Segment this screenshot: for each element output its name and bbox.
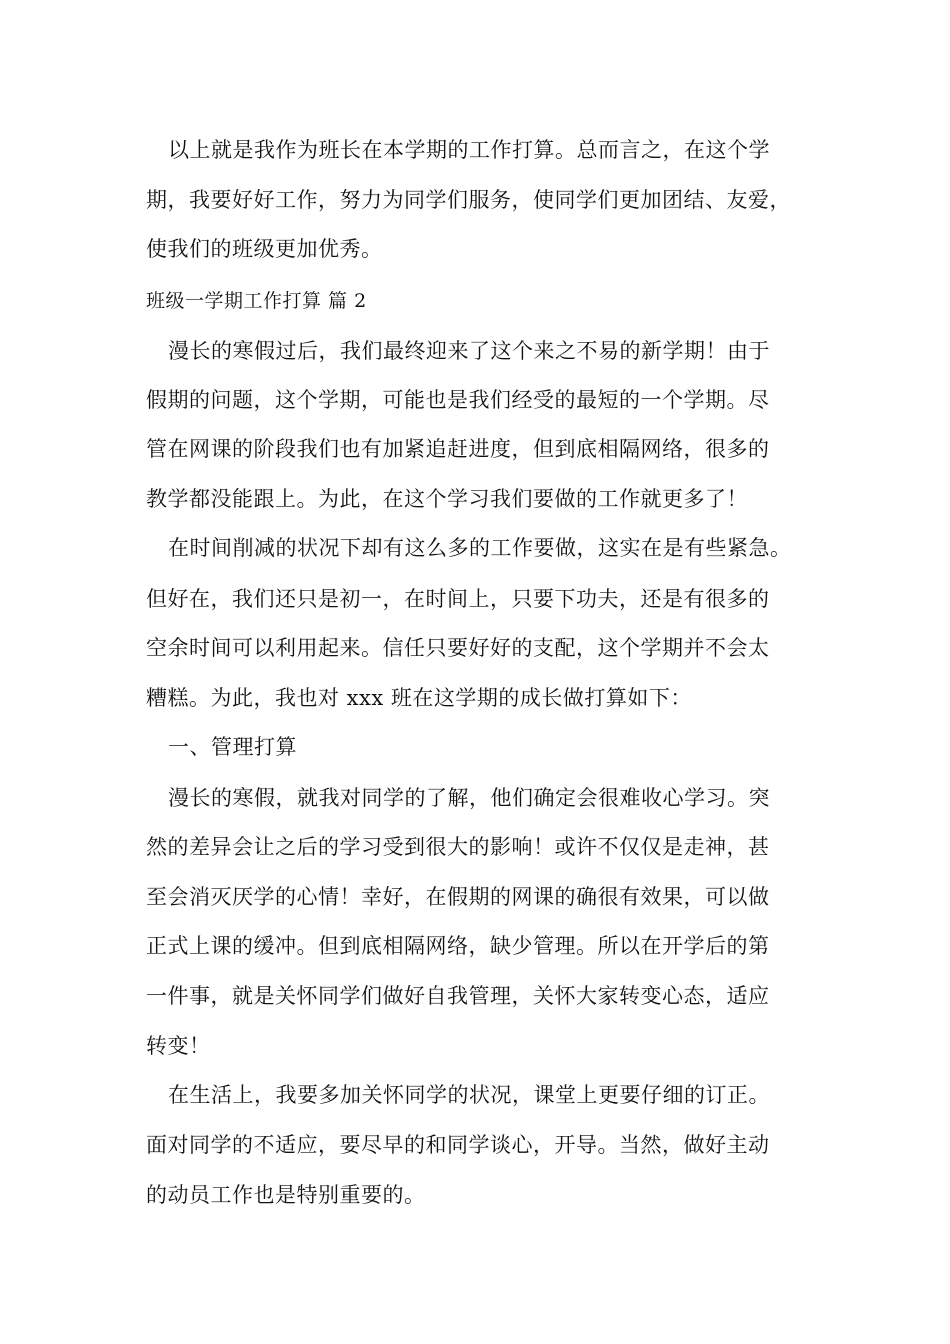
paragraph-line: 以上就是我作为班长在本学期的工作打算。总而言之，在这个学	[168, 138, 770, 162]
paragraph-line: 正式上课的缓冲。但到底相隔网络，缺少管理。所以在开学后的第	[146, 934, 770, 958]
paragraph-line: 然的差异会让之后的学习受到很大的影响！或许不仅仅是走神，甚	[146, 835, 770, 859]
paragraph-line: 在生活上，我要多加关怀同学的状况，课堂上更要仔细的订正。	[168, 1083, 770, 1107]
paragraph-line: 一件事，就是关怀同学们做好自我管理，关怀大家转变心态，适应	[146, 984, 770, 1008]
section-heading: 班级一学期工作打算 篇 2	[146, 290, 367, 312]
paragraph-line: 空余时间可以利用起来。信任只要好好的支配，这个学期并不会太	[146, 636, 770, 660]
paragraph-line: 漫长的寒假，就我对同学的了解，他们确定会很难收心学习。突	[168, 786, 770, 810]
paragraph-line: 糟糕。为此，我也对 xxx 班在这学期的成长做打算如下：	[146, 686, 692, 710]
paragraph-line: 期，我要好好工作，努力为同学们服务，使同学们更加团结、友爱，	[146, 188, 791, 212]
paragraph-line: 漫长的寒假过后，我们最终迎来了这个来之不易的新学期！由于	[168, 339, 770, 363]
paragraph-line: 但好在，我们还只是初一，在时间上，只要下功夫，还是有很多的	[146, 587, 770, 611]
paragraph-line: 转变！	[146, 1034, 211, 1058]
paragraph-line: 至会消灭厌学的心情！幸好，在假期的网课的确很有效果，可以做	[146, 885, 770, 909]
paragraph-line: 使我们的班级更加优秀。	[146, 237, 383, 261]
paragraph-line: 假期的问题，这个学期，可能也是我们经受的最短的一个学期。尽	[146, 388, 770, 412]
subheading: 一、管理打算	[168, 735, 297, 759]
paragraph-line: 面对同学的不适应，要尽早的和同学谈心，开导。当然，做好主动	[146, 1133, 770, 1157]
paragraph-line: 在时间削减的状况下却有这么多的工作要做，这实在是有些紧急。	[168, 536, 792, 560]
paragraph-line: 教学都没能跟上。为此，在这个学习我们要做的工作就更多了！	[146, 487, 748, 511]
paragraph-line: 的动员工作也是特别重要的。	[146, 1183, 426, 1207]
paragraph-line: 管在网课的阶段我们也有加紧追赶进度，但到底相隔网络，很多的	[146, 437, 770, 461]
